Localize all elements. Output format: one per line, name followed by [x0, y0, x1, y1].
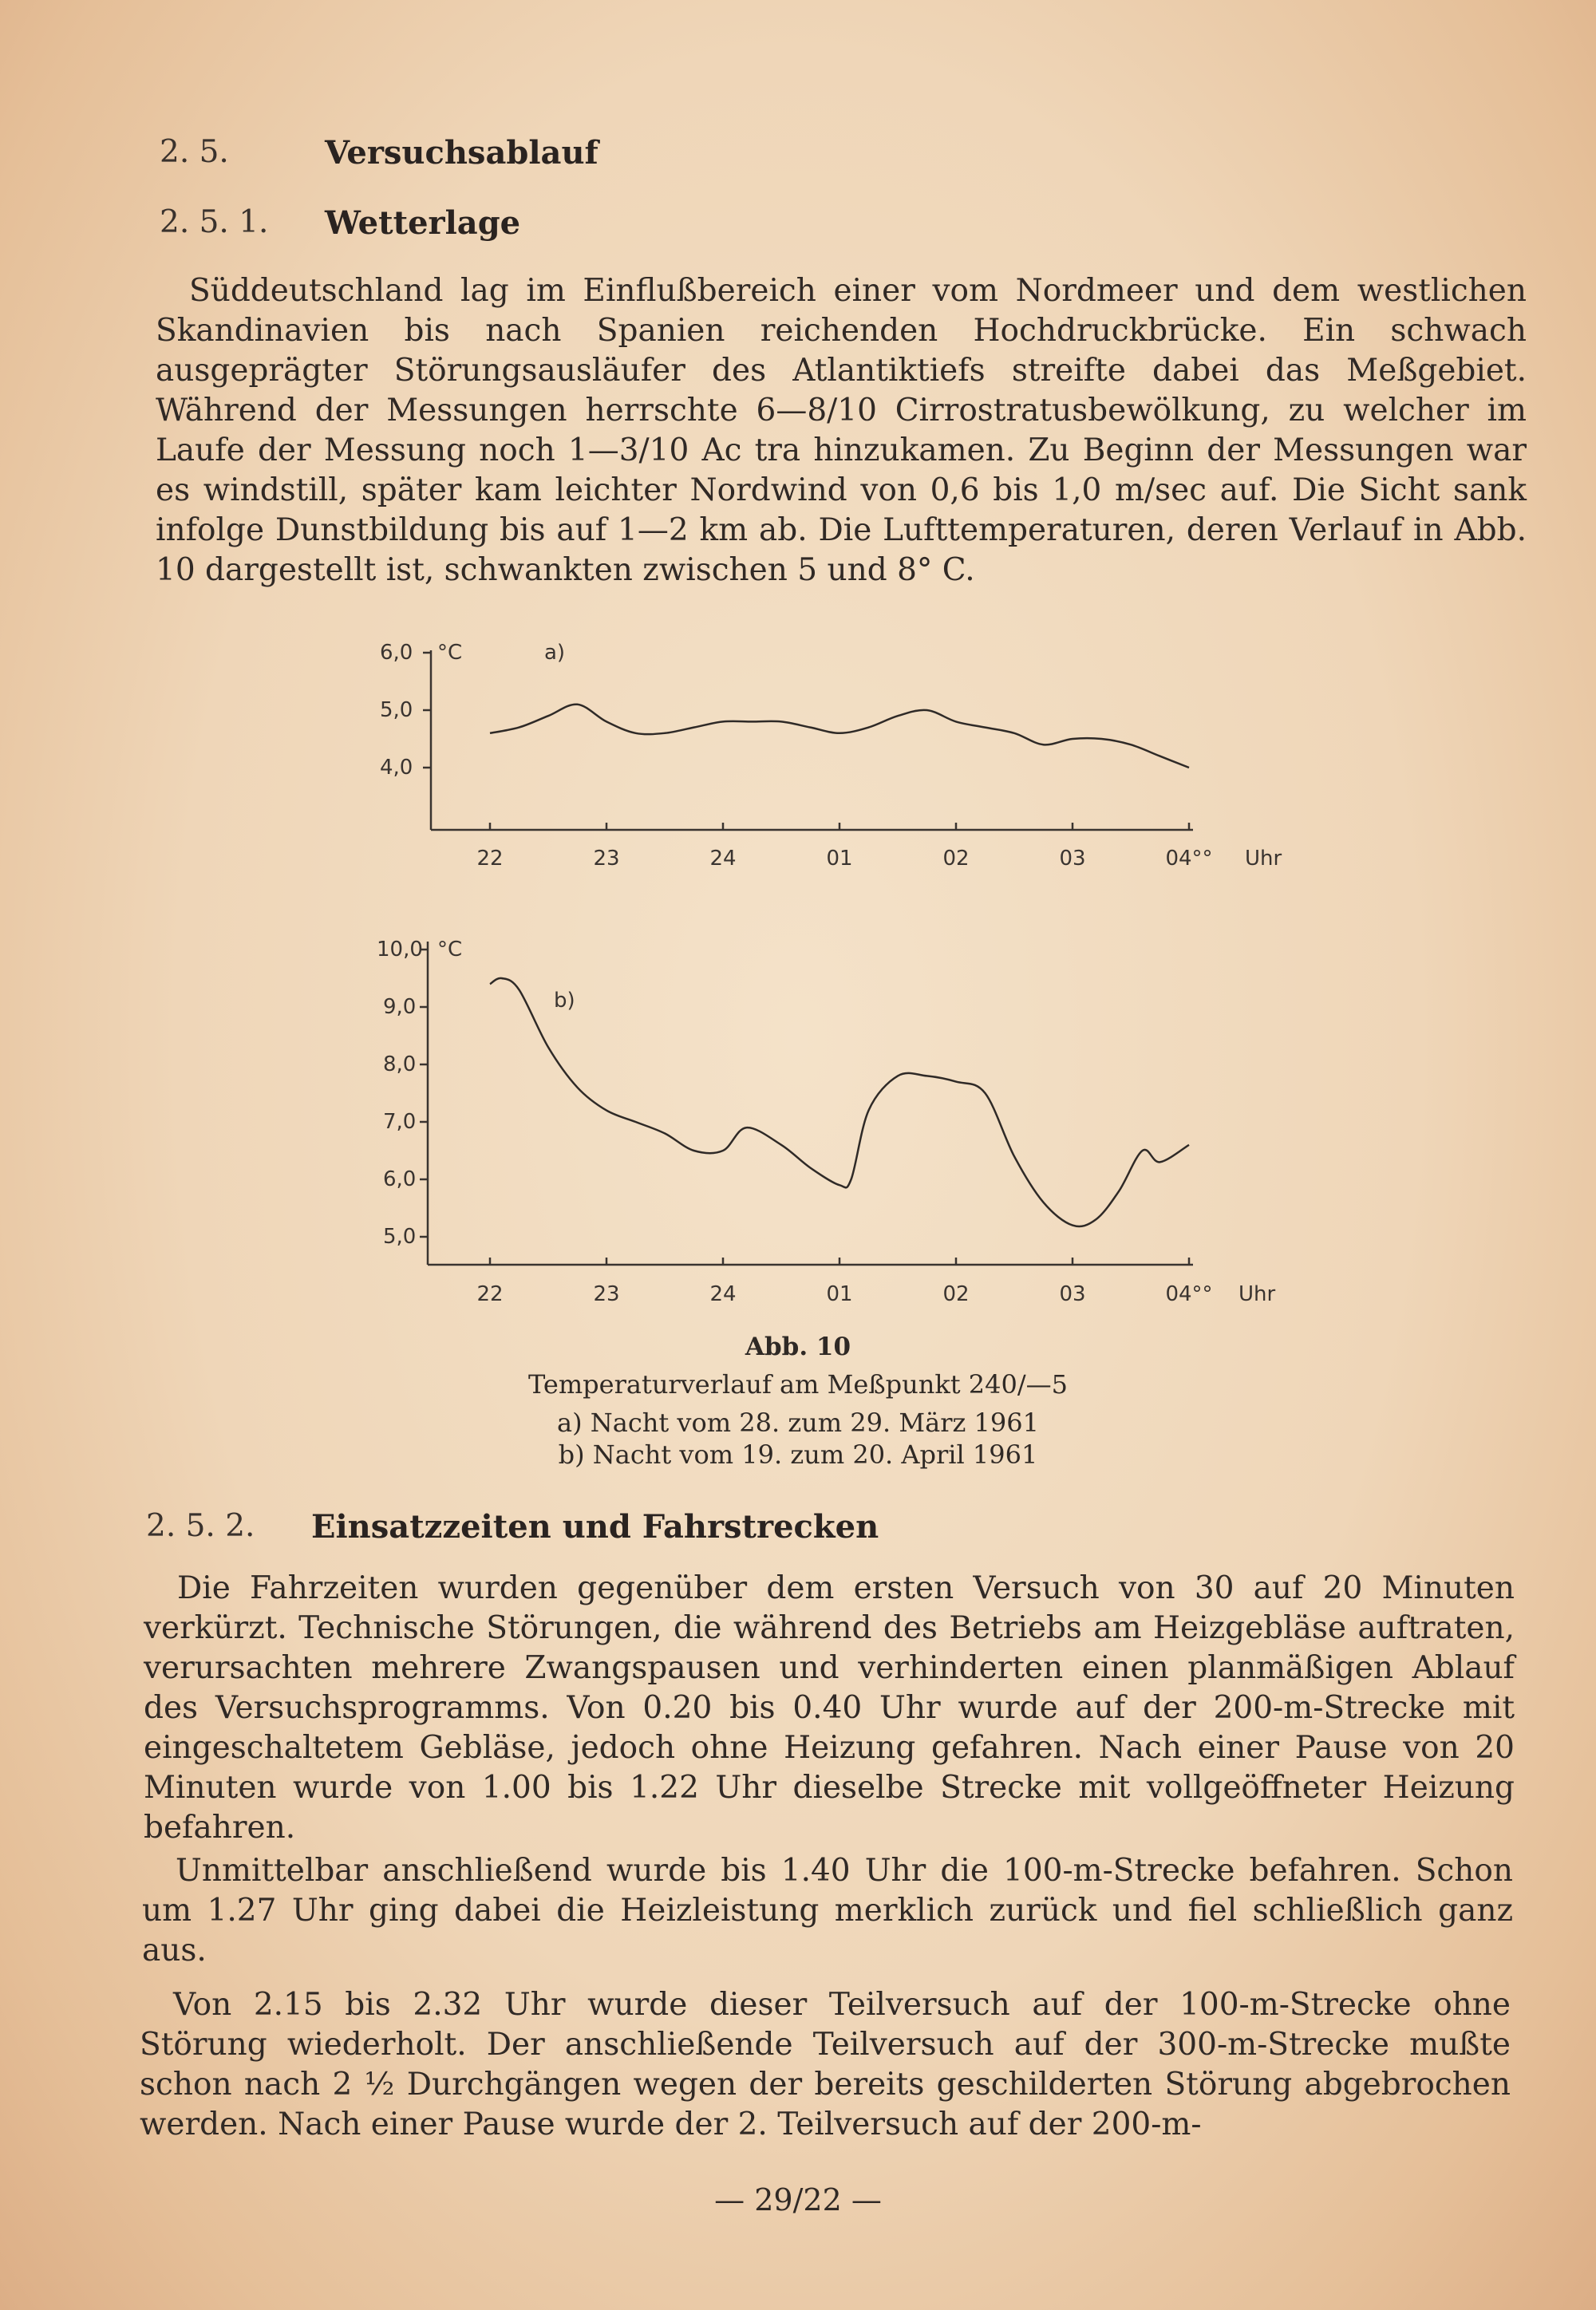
paragraph-1: Die Fahrzeiten wurden gegenüber dem ersten Versuch von 30 auf 20 Minuten verkürzt. Technische Störungen, die während des Betriebs am Heizgebläse auftraten, verursachten mehrere Zwangspausen und verhinderten einen planmäßigen Ablauf des Versuchsprogramms. Von 0.20 bis 0.40 Uhr wurde auf der 200-m-Strecke mit eingeschaltetem Gebläse, jedoch ohne Heizung gefahren. Nach einer Pause von 20 Minuten wurde von 1.00 bis 1.22 Uhr dieselbe Strecke mit vollgeöffneter Heizung befahren.: [144, 1570, 1515, 1846]
page-number: — 29/22 —: [714, 2182, 882, 2217]
chart-a-xtick-label: 01: [826, 847, 853, 871]
chart-a-xtick-label: 24: [709, 847, 737, 871]
figure-label: Abb. 10: [745, 1333, 851, 1361]
subsection-2-number: 2. 5. 2.: [146, 1508, 255, 1544]
chart-b-ytick-label: 8,0: [383, 1052, 417, 1076]
chart-b-y-unit: °C: [437, 938, 463, 962]
chart-b-xtick-label: 04°°: [1165, 1282, 1213, 1306]
chart-a-xtick-label: 23: [593, 847, 620, 871]
chart-a-xtick-label: 04°°: [1165, 847, 1213, 871]
chart-a-panel-label: a): [544, 641, 566, 665]
chart-a-ytick-label: 6,0: [380, 641, 413, 665]
chart-a: [380, 641, 1282, 871]
chart-a-xtick-label: 22: [476, 847, 504, 871]
chart-b-ytick-label: 7,0: [383, 1110, 417, 1134]
chart-b-ytick-label: 10,0: [377, 938, 423, 962]
chart-b-series-line: [490, 978, 1189, 1226]
figure-item-a: a) Nacht vom 28. zum 29. März 1961: [557, 1408, 1039, 1438]
chart-b-xtick-label: 24: [709, 1282, 737, 1306]
section-title: Versuchsablauf: [325, 134, 598, 172]
figure-caption: Temperaturverlauf am Meßpunkt 240/—5: [528, 1369, 1068, 1400]
chart-b: [377, 938, 1276, 1306]
chart-b-ytick-label: 6,0: [383, 1167, 417, 1191]
chart-b-x-unit: Uhr: [1238, 1282, 1276, 1306]
paragraph-3: Von 2.15 bis 2.32 Uhr wurde dieser Teilversuch auf der 100-m-Strecke ohne Störung wiederholt. Der anschließende Teilversuch auf der 300-m-Strecke mußte schon nach 2 ½ Durchgängen wegen der bereits geschilderten Störung abgebrochen werden. Nach einer Pause wurde der 2. Teilversuch auf der 200-m-: [140, 1987, 1511, 2142]
subsection-1-title: Wetterlage: [325, 204, 521, 242]
chart-b-xtick-label: 22: [476, 1282, 504, 1306]
subsection-1-number: 2. 5. 1.: [160, 204, 269, 240]
chart-a-x-unit: Uhr: [1245, 847, 1282, 871]
chart-b-ytick-label: 5,0: [383, 1225, 417, 1249]
chart-a-y-unit: °C: [437, 641, 463, 665]
chart-b-panel-label: b): [554, 989, 575, 1013]
paragraph-2: Unmittelbar anschließend wurde bis 1.40 Uhr die 100-m-Strecke befahren. Schon um 1.27 Uhr ging dabei die Heizleistung merklich zurück und fiel schließlich ganz aus.: [142, 1853, 1513, 1968]
section-number: 2. 5.: [160, 134, 229, 170]
chart-b-xtick-label: 23: [593, 1282, 620, 1306]
weather-paragraph: Süddeutschland lag im Einflußbereich einer vom Nordmeer und dem westlichen Skandinavien bis nach Spanien reichenden Hochdruckbrücke. Ein schwach ausgeprägter Störungsausläufer des Atlantiktiefs streifte dabei das Meßgebiet. Während der Messungen herrschte 6—8/10 Cirrostratusbewölkung, zu welcher im Laufe der Messung noch 1—3/10 Ac tra hinzukamen. Zu Beginn der Messungen war es windstill, später kam leichter Nordwind von 0,6 bis 1,0 m/sec auf. Die Sicht sank infolge Dunstbildung bis auf 1—2 km ab. Die Lufttemperaturen, deren Verlauf in Abb. 10 dargestellt ist, schwankten zwischen 5 und 8° C.: [156, 273, 1527, 588]
chart-b-xtick-label: 01: [826, 1282, 853, 1306]
chart-b-xtick-label: 02: [942, 1282, 970, 1306]
chart-a-xtick-label: 02: [942, 847, 970, 871]
chart-a-xtick-label: 03: [1059, 847, 1086, 871]
chart-b-xtick-label: 03: [1059, 1282, 1086, 1306]
chart-b-ytick-label: 9,0: [383, 995, 417, 1019]
subsection-2-title: Einsatzzeiten und Fahrstrecken: [311, 1508, 879, 1546]
chart-a-series-line: [490, 705, 1189, 768]
chart-a-ytick-label: 5,0: [380, 698, 413, 722]
figure-item-b: b) Nacht vom 19. zum 20. April 1961: [558, 1439, 1038, 1470]
chart-a-ytick-label: 4,0: [380, 756, 413, 780]
